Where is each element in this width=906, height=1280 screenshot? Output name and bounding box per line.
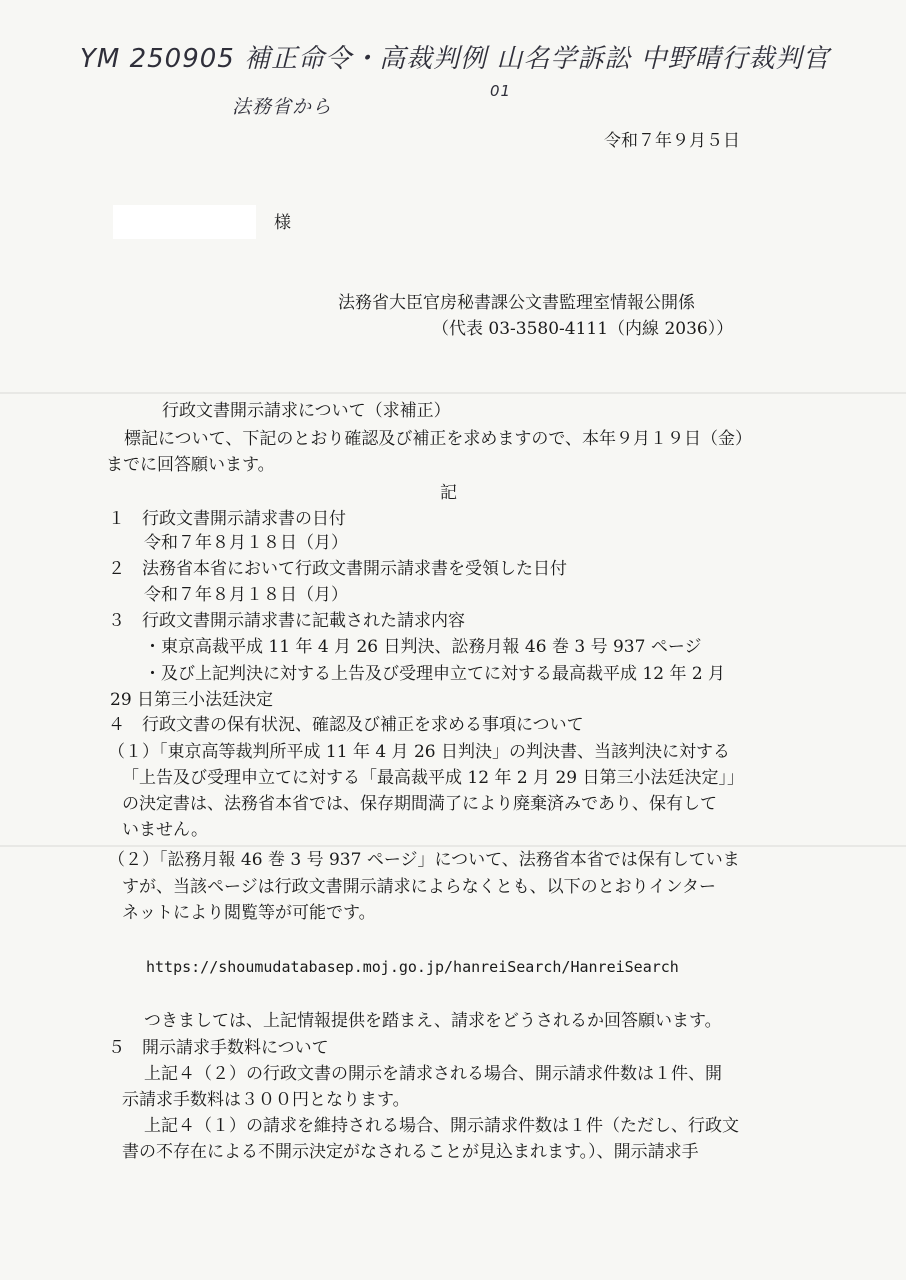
item-1-label: １ 行政文書開示請求書の日付 [108, 509, 346, 529]
document-date: 令和７年９月５日 [604, 131, 740, 151]
ki-heading: 記 [440, 483, 457, 503]
item-4-2-text: （２）「訟務月報 46 巻 3 号 937 ページ」について、法務省本省では保有していま [108, 850, 740, 870]
item-4-label: ４ 行政文書の保有状況、確認及び補正を求める事項について [108, 715, 584, 735]
item-2-value: 令和７年８月１８日（月） [144, 585, 348, 605]
addressee-honorific: 様 [274, 213, 291, 233]
handwritten-note: 法務省から [232, 96, 333, 118]
item-3-label: ３ 行政文書開示請求書に記載された請求内容 [108, 611, 465, 631]
item-4-2-text: すが、当該ページは行政文書開示請求によらなくとも、以下のとおりインター [122, 877, 716, 897]
sender-department: 法務省大臣官房秘書課公文書監理室情報公開係 [338, 293, 695, 313]
paper-fold-line [0, 392, 906, 394]
item-4-1-text: いません。 [122, 820, 209, 840]
sender-contact: （代表 03-3580-4111（内線 2036）） [432, 319, 734, 339]
paper-fold-line [0, 845, 906, 847]
item-5-text: 書の不存在による不開示決定がなされることが見込まれます。）、開示請求手 [122, 1142, 699, 1162]
intro-text: までに回答願います。 [106, 455, 275, 475]
item-4-2-request: つきましては、上記情報提供を踏まえ、請求をどうされるか回答願います。 [144, 1011, 722, 1031]
item-4-2-text: ネットにより閲覧等が可能です。 [122, 903, 376, 923]
item-3-entry: ・及び上記判決に対する上告及び受理申立てに対する最高裁平成 12 年 2 月 [144, 664, 726, 684]
item-4-1-text: （１）「東京高等裁判所平成 11 年 4 月 26 日判決」の判決書、当該判決に対する [108, 742, 731, 762]
item-3-entry: 29 日第三小法廷決定 [110, 690, 274, 710]
item-5-text: 上記４（１）の請求を維持される場合、開示請求件数は１件（ただし、行政文 [144, 1116, 739, 1136]
redacted-name-box [113, 205, 256, 239]
reference-url: https://shoumudatabasep.moj.go.jp/hanreiSearch/HanreiSearch [146, 958, 679, 976]
item-1-value: 令和７年８月１８日（月） [144, 533, 348, 553]
item-3-entry: ・東京高裁平成 11 年 4 月 26 日判決、訟務月報 46 巻 3 号 937 ページ [144, 637, 702, 657]
handwritten-annotation: YM 250905 補正命令・高裁判例 山名学訴訟 中野晴行裁判官 [80, 44, 830, 74]
item-5-text: 示請求手数料は３００円となります。 [122, 1090, 410, 1110]
item-4-1-text: の決定書は、法務省本省では、保存期間満了により廃棄済みであり、保有して [122, 794, 717, 814]
item-5-label: ５ 開示請求手数料について [108, 1038, 329, 1058]
item-5-text: 上記４（２）の行政文書の開示を請求される場合、開示請求件数は１件、開 [144, 1064, 722, 1084]
item-2-label: ２ 法務省本省において行政文書開示請求書を受領した日付 [108, 559, 567, 579]
document-title: 行政文書開示請求について（求補正） [162, 401, 451, 421]
item-4-1-text: 「上告及び受理申立てに対する「最高裁平成 12 年 2 月 29 日第三小法廷決定」」 [122, 768, 745, 788]
handwritten-number: 01 [490, 82, 512, 100]
intro-text: 標記について、下記のとおり確認及び補正を求めますので、本年９月１９日（金） [124, 429, 752, 449]
